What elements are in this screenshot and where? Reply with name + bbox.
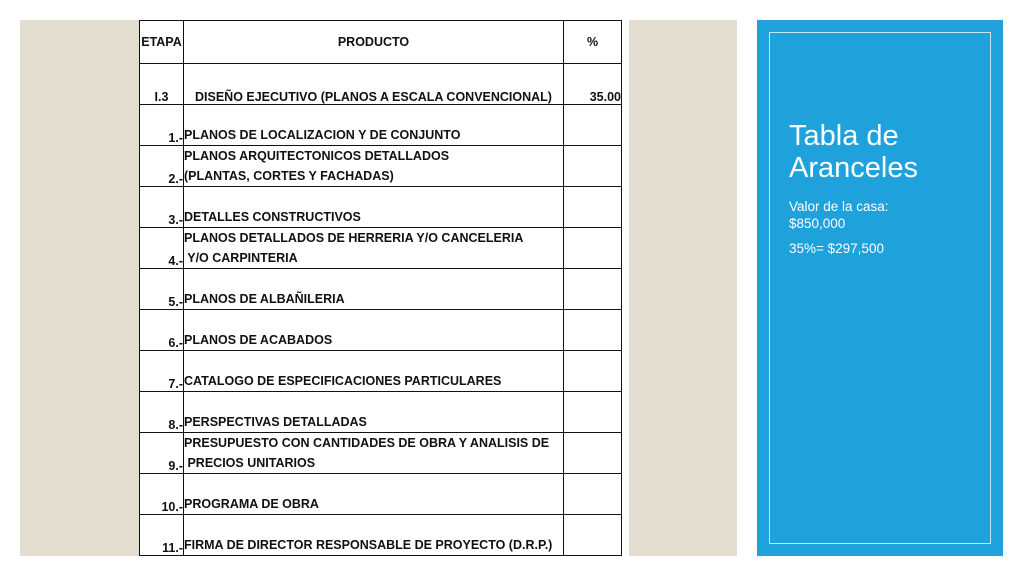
item-number: 2.- [140, 146, 184, 187]
item-percent [564, 146, 622, 187]
item-percent [564, 433, 622, 474]
percent-result-text: 35%= $297,500 [789, 241, 884, 256]
table-row [140, 392, 622, 433]
item-product-line: PLANOS DE ACABADOS [184, 333, 333, 347]
item-number: 5.- [140, 269, 184, 310]
item-percent [564, 105, 622, 146]
item-product-line: PLANOS DETALLADOS DE HERRERIA Y/O CANCELERIA [184, 231, 524, 245]
item-product-line: CATALOGO DE ESPECIFICACIONES PARTICULARES [184, 374, 502, 388]
slide-title-line1: Tabla de [789, 120, 899, 152]
table-row [140, 310, 622, 351]
item-percent [564, 392, 622, 433]
item-number: 9.- [140, 433, 184, 474]
table-row [140, 146, 622, 187]
header-percent: % [564, 21, 622, 64]
stage-percent: 35.00 [564, 64, 622, 105]
header-etapa: ETAPA [140, 21, 184, 64]
stage-etapa: I.3 [140, 64, 184, 105]
item-product-line: PERSPECTIVAS DETALLADAS [184, 415, 367, 429]
item-number: 7.- [140, 351, 184, 392]
header-producto: PRODUCTO [184, 21, 564, 64]
item-number: 11.- [140, 515, 184, 556]
item-number: 4.- [140, 228, 184, 269]
item-percent [564, 228, 622, 269]
item-product [184, 269, 564, 310]
aranceles-table [139, 20, 622, 556]
stage-producto: DISEÑO EJECUTIVO (PLANOS A ESCALA CONVENCIONAL) [184, 64, 564, 105]
table-row [140, 269, 622, 310]
table-row [140, 105, 622, 146]
slide-title [789, 120, 989, 184]
item-product-line: PRECIOS UNITARIOS [184, 456, 316, 470]
item-product [184, 474, 564, 515]
item-product [184, 187, 564, 228]
item-product [184, 433, 564, 474]
item-product [184, 105, 564, 146]
item-number: 10.- [140, 474, 184, 515]
item-percent [564, 351, 622, 392]
item-product-line: PLANOS ARQUITECTONICOS DETALLADOS [184, 149, 450, 163]
table-row [140, 474, 622, 515]
table-row [140, 187, 622, 228]
item-number: 6.- [140, 310, 184, 351]
table-header-row [140, 21, 622, 64]
slide-title-line2: Aranceles [789, 152, 918, 184]
table-row [140, 515, 622, 556]
item-product [184, 392, 564, 433]
table-row [140, 433, 622, 474]
title-panel-frame [769, 32, 991, 544]
item-product [184, 515, 564, 556]
title-panel [757, 20, 1003, 556]
item-number: 8.- [140, 392, 184, 433]
item-product-line: (PLANTAS, CORTES Y FACHADAS) [184, 169, 394, 183]
item-product [184, 228, 564, 269]
item-product [184, 146, 564, 187]
item-number: 1.- [140, 105, 184, 146]
item-product-line: DETALLES CONSTRUCTIVOS [184, 210, 361, 224]
aranceles-table-image [139, 20, 629, 556]
item-product-line: FIRMA DE DIRECTOR RESPONSABLE DE PROYECTO (D.R.P.) [184, 538, 553, 552]
item-product-line: PRESUPUESTO CON CANTIDADES DE OBRA Y ANALISIS DE [184, 436, 550, 450]
item-product-line: PLANOS DE ALBAÑILERIA [184, 292, 345, 306]
item-product-line: PROGRAMA DE OBRA [184, 497, 319, 511]
left-panel [20, 20, 737, 556]
item-number: 3.- [140, 187, 184, 228]
item-percent [564, 187, 622, 228]
item-product-line: PLANOS DE LOCALIZACION Y DE CONJUNTO [184, 128, 461, 142]
item-product [184, 310, 564, 351]
house-value-text [789, 198, 989, 232]
stage-row [140, 64, 622, 105]
table-row [140, 351, 622, 392]
item-percent [564, 515, 622, 556]
item-percent [564, 474, 622, 515]
house-value-amount: $850,000 [789, 216, 846, 231]
slide-body [789, 198, 989, 265]
item-product [184, 351, 564, 392]
house-value-label: Valor de la casa: [789, 199, 889, 214]
table-row [140, 228, 622, 269]
item-percent [564, 269, 622, 310]
item-product-line: Y/O CARPINTERIA [184, 251, 298, 265]
item-percent [564, 310, 622, 351]
